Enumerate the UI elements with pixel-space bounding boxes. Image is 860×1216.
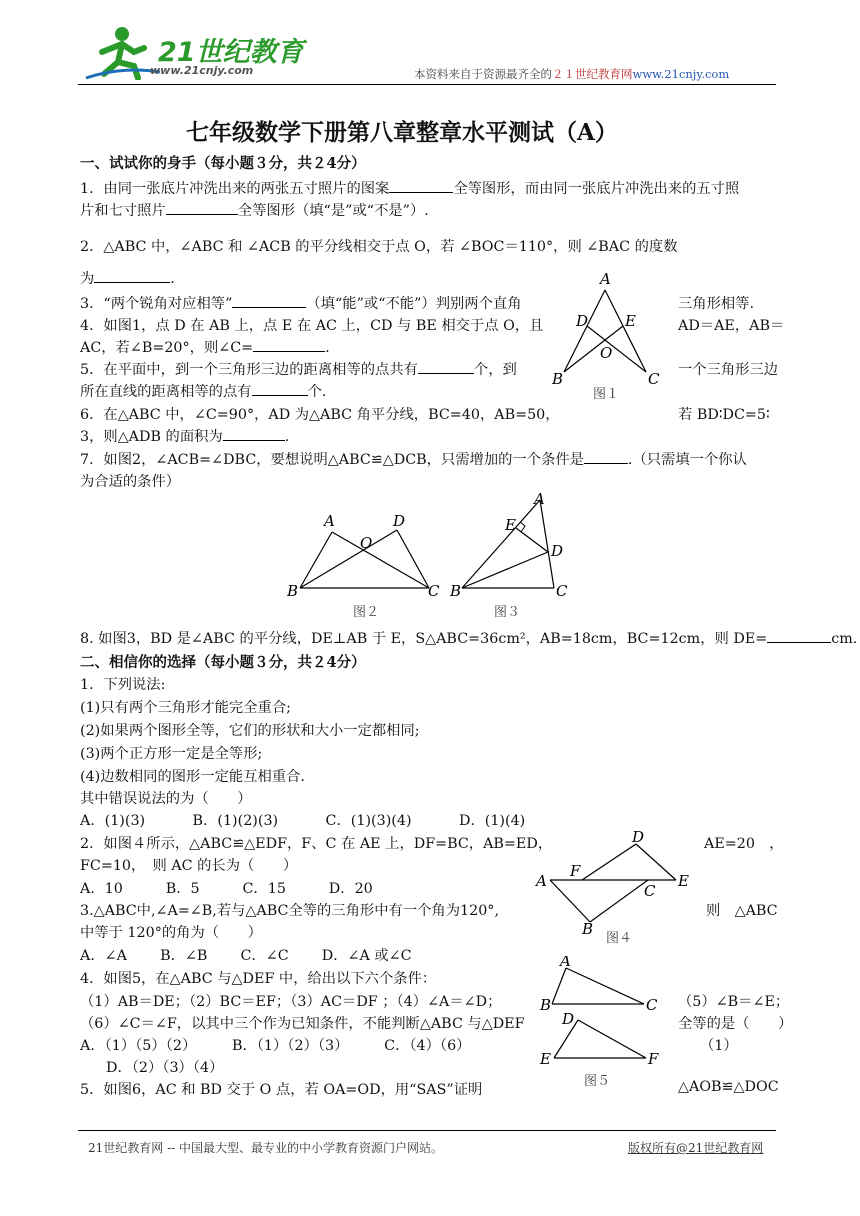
q8-text-b: cm. — [831, 631, 858, 647]
q1-text-d: 全等图形（填“是”或“不是”）. — [237, 203, 429, 219]
header-divider — [78, 84, 776, 85]
header-note — [414, 66, 729, 82]
q2-line1: 2．△ABC 中，∠ABC 和 ∠ACB 的平分线相交于点 O，若 ∠BOC＝110°，则 ∠BAC 的度数 — [80, 239, 678, 255]
c3-line2: 中等于 120°的角为（ ） — [80, 925, 262, 941]
q7-text-a: 7．如图2，∠ACB=∠DBC，要想说明△ABC≌△DCB，只需增加的一个条件是 — [80, 452, 584, 468]
header-site-link[interactable]: ２１世纪教育网 — [552, 67, 633, 81]
svg-text:A: A — [534, 492, 545, 508]
svg-text:E: E — [540, 1050, 551, 1068]
c5-line1-right: △AOB≌△DOC — [678, 1079, 779, 1095]
c3-line1: 3.△ABC中,∠A=∠B,若与△ABC全等的三角形中有一个角为120°, — [80, 903, 499, 919]
svg-text:A: A — [560, 956, 571, 970]
c2-line1-right: AE=20 ， — [704, 836, 784, 852]
c3-line1-right: 则 △ABC — [706, 903, 778, 919]
c2-options[interactable]: A．10 B．5 C．15 D．20 — [80, 881, 373, 897]
q8-blank[interactable] — [767, 628, 831, 643]
q7-text-b: .（只需填一个你认 — [627, 452, 747, 468]
q5-blank-2[interactable] — [252, 381, 308, 396]
c1-statement-1: (1)只有两个三角形才能完全重合; — [80, 700, 291, 716]
q3-blank[interactable] — [232, 293, 306, 308]
q2-line2 — [80, 268, 175, 288]
q5-line1 — [80, 359, 517, 379]
svg-text:O: O — [360, 534, 373, 552]
q1-line1 — [80, 178, 739, 198]
figure-2-caption: 图２ — [353, 605, 380, 620]
q4-text-c: AC，若∠B=20°，则∠C= — [80, 340, 254, 356]
figure-3 — [448, 492, 578, 602]
svg-text:B: B — [450, 582, 462, 600]
c1-stem: 1．下列说法: — [80, 677, 166, 693]
q7-line1 — [80, 449, 747, 469]
figure-1-caption: 图１ — [593, 387, 620, 402]
figure-4 — [532, 830, 702, 938]
svg-text:C: C — [428, 582, 440, 600]
q6-line2 — [80, 426, 289, 446]
q3-text-b: （填“能”或“不能”）判别两个直角 — [306, 296, 522, 312]
q7-blank[interactable] — [584, 449, 628, 464]
q6-blank[interactable] — [223, 426, 285, 441]
svg-text:F: F — [648, 1050, 659, 1068]
c3-options[interactable]: A．∠A B．∠B C．∠C D．∠A 或∠C — [80, 948, 412, 964]
figure-2 — [282, 506, 452, 606]
q3-line1 — [80, 293, 522, 313]
footer-left-text: 21世纪教育网 -- 中国最大型、最专业的中小学教育资源门户网站。 — [88, 1141, 444, 1155]
q1-text-c: 片和七寸照片 — [80, 203, 166, 219]
svg-text:D: D — [562, 1010, 575, 1028]
svg-text:B: B — [552, 370, 564, 388]
q8-line — [80, 628, 857, 648]
svg-text:O: O — [600, 344, 613, 362]
svg-text:C: C — [556, 582, 568, 600]
figure-3-caption: 图３ — [494, 605, 521, 620]
c4-line3: （6）∠C＝∠F，以其中三个作为已知条件，不能判断△ABC 与△DEF — [80, 1016, 525, 1032]
svg-text:A: A — [600, 272, 611, 288]
q5-text-c: 一个三角形三边 — [678, 362, 779, 378]
svg-text:C: C — [646, 996, 658, 1014]
figure-5 — [536, 956, 666, 1071]
q4-line2 — [80, 337, 330, 357]
footer-divider — [78, 1130, 776, 1131]
page-title: 七年级数学下册第八章整章水平测试（A） — [186, 119, 618, 146]
q6-line1: 6．在△ABC 中，∠C=90°，AD 为△ABC 角平分线，BC=40，AB=50， — [80, 407, 560, 423]
q6-text-d: . — [284, 429, 290, 445]
svg-text:F: F — [570, 862, 581, 880]
q3-text-c: 三角形相等. — [678, 296, 755, 312]
footer-copyright-link[interactable]: 版权所有@21世纪教育网 — [628, 1141, 764, 1155]
svg-text:B: B — [540, 996, 552, 1014]
c5-line1: 5．如图6，AC 和 BD 交于 O 点，若 OA=OD，用“SAS”证明 — [80, 1082, 483, 1098]
q8-text-a: 8. 如图3，BD 是∠ABC 的平分线，DE⊥AB 于 E，S△ABC=36cm²，AB=18cm，BC=12cm，则 DE= — [80, 631, 768, 647]
svg-text:A: A — [536, 872, 547, 890]
svg-text:E: E — [505, 516, 516, 534]
c4-options-1b: （1） — [700, 1038, 738, 1054]
q5-text-e: 个. — [307, 384, 327, 400]
svg-text:D: D — [551, 542, 564, 560]
svg-text:A: A — [324, 512, 335, 530]
logo-text: 21世纪教育 — [158, 37, 304, 68]
q1-line2 — [80, 200, 429, 220]
q4-blank[interactable] — [253, 337, 325, 352]
q2-text-c: . — [170, 271, 175, 287]
c4-options-2[interactable]: D．（2）（3）（4） — [106, 1060, 224, 1076]
q6-text-b: 若 BD∶DC=5∶ — [678, 407, 770, 423]
q2-text-b: 为 — [80, 271, 95, 287]
c4-line2-right: （5）∠B＝∠E； — [678, 994, 790, 1010]
q4-text-d: . — [325, 340, 330, 356]
c1-question: 其中错误说法的为（ ） — [80, 791, 252, 807]
q4-line1: 4．如图1，点 D 在 AB 上，点 E 在 AC 上，CD 与 BE 相交于点 O，且 — [80, 318, 544, 334]
section2-heading: 二、相信你的选择（每小题３分，共２4分） — [80, 654, 366, 671]
q1-blank-2[interactable] — [166, 200, 238, 215]
svg-text:D: D — [393, 512, 406, 530]
c4-line3-right: 全等的是（ ） — [678, 1016, 793, 1032]
svg-text:C: C — [648, 370, 660, 388]
q5-blank-1[interactable] — [418, 359, 474, 374]
q5-text-d: 所在直线的距离相等的点有 — [80, 384, 252, 400]
q6-text-c: 3，则△ADB 的面积为 — [80, 429, 223, 445]
q5-text-a: 5．在平面中，到一个三角形三边的距离相等的点共有 — [80, 362, 418, 378]
svg-text:B: B — [582, 920, 594, 938]
svg-text:D: D — [632, 830, 645, 846]
c4-options-1[interactable]: A．（1）（5）（2） B．（1）（2）（3） C．（4）（6） — [80, 1038, 471, 1054]
c4-line2: （1）AB＝DE；（2）BC＝EF；（3）AC＝DF ；（4）∠A＝∠D； — [80, 994, 502, 1010]
c1-options[interactable]: A．(1)(3) B．(1)(2)(3) C．(1)(3)(4) D．(1)(4) — [80, 813, 526, 829]
q4-text-b: AD＝AE，AB＝ — [678, 318, 785, 334]
q5-line2 — [80, 381, 326, 401]
c2-line2: FC=10， 则 AC 的长为（ ） — [80, 858, 298, 874]
c1-statement-4: (4)边数相同的图形一定能互相重合. — [80, 769, 305, 785]
section1-heading: 一、试试你的身手（每小题３分，共２4分） — [80, 155, 366, 172]
q1-blank-1[interactable] — [389, 178, 453, 193]
c2-line1: 2．如图４所示，△ABC≌△EDF，F、C 在 AE 上，DF=BC，AB=ED， — [80, 836, 553, 852]
figure-4-caption: 图４ — [606, 931, 633, 946]
svg-text:E: E — [678, 872, 689, 890]
q2-blank[interactable] — [94, 268, 170, 283]
logo-url: www.21cnjy.com — [150, 64, 254, 77]
header-url-link[interactable]: www.21cnjy.com — [632, 67, 730, 81]
q1-text-a: 1．由同一张底片冲洗出来的两张五寸照片的图案 — [80, 181, 390, 197]
q5-text-b: 个，到 — [473, 362, 517, 378]
q7-line2: 为合适的条件） — [80, 474, 181, 490]
svg-text:D: D — [576, 312, 589, 330]
q3-text-a: 3．“两个锐角对应相等” — [80, 296, 233, 312]
svg-text:B: B — [287, 582, 299, 600]
c1-statement-2: (2)如果两个图形全等，它们的形状和大小一定都相同; — [80, 723, 420, 739]
q1-text-b: 全等图形，而由同一张底片冲洗出来的五寸照 — [453, 181, 740, 197]
header-note-prefix: 本资料来自于资源最齐全的 — [414, 67, 552, 81]
c4-line1: 4．如图5，在△ABC 与△DEF 中，给出以下六个条件： — [80, 971, 437, 987]
figure-5-caption: 图５ — [584, 1074, 611, 1089]
c1-statement-3: (3)两个正方形一定是全等形; — [80, 746, 263, 762]
svg-text:C: C — [644, 882, 656, 900]
svg-text:E: E — [625, 312, 636, 330]
